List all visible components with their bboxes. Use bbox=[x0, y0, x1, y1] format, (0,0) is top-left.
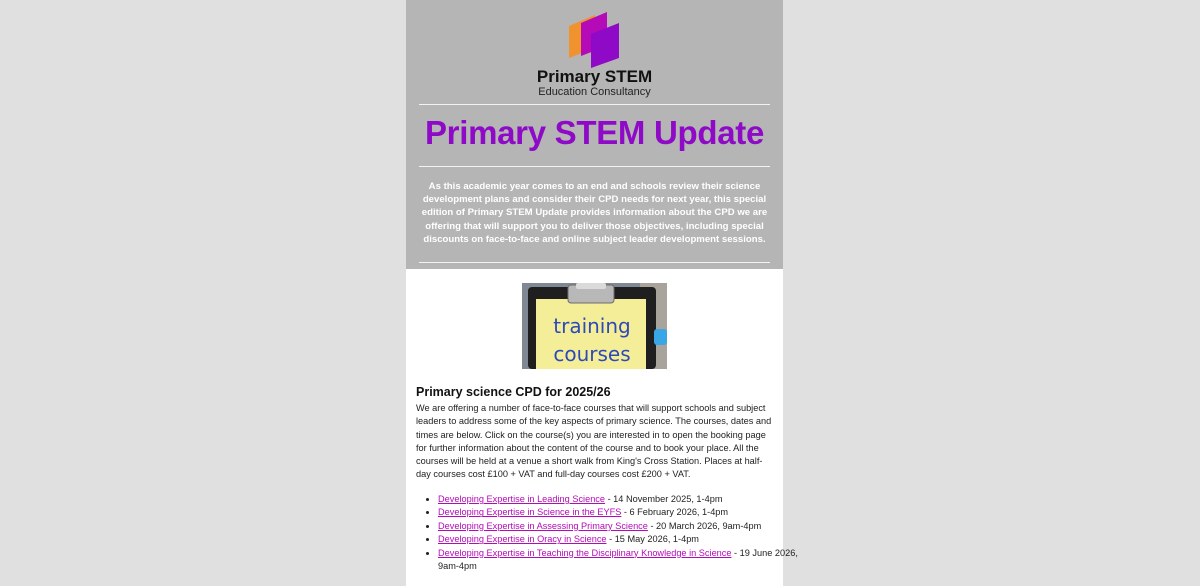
divider bbox=[419, 166, 770, 167]
hero-image bbox=[522, 283, 667, 369]
hero-text-training: training bbox=[553, 314, 631, 338]
course-link[interactable]: Developing Expertise in Oracy in Science bbox=[438, 534, 607, 545]
course-link[interactable]: Developing Expertise in Teaching the Disciplinary Knowledge in Science bbox=[438, 547, 732, 558]
divider bbox=[419, 104, 770, 105]
list-item bbox=[438, 533, 798, 546]
course-link[interactable]: Developing Expertise in Assessing Primary Science bbox=[438, 520, 648, 531]
course-details: - 6 February 2026, 1-4pm bbox=[621, 507, 729, 518]
brand-subtitle: Education Consultancy bbox=[538, 86, 651, 98]
divider bbox=[419, 262, 770, 263]
list-item bbox=[438, 506, 798, 519]
email-container bbox=[406, 0, 798, 586]
course-details: - 20 March 2026, 9am-4pm bbox=[647, 520, 762, 531]
list-item bbox=[438, 493, 798, 506]
section-paragraph: We are offering a number of face-to-face courses that will support schools and subject leaders to address some of the key aspects of primary science. The courses, dates and times are below. Click on the course(s) you are interested in to open the booking page for further information about the content of the course and to book your place. All the courses will be held at a venue a short walk from King's Cross Station. Places at half-day courses cost £100 + VAT and full-day courses cost £200 + VAT. bbox=[416, 403, 772, 480]
course-list bbox=[416, 493, 798, 573]
email-body bbox=[406, 269, 798, 586]
section-title: Primary science CPD for 2025/26 bbox=[416, 385, 611, 399]
course-link[interactable]: Developing Expertise in Leading Science bbox=[438, 494, 606, 504]
course-details: - 19 June 2026, 9am-4pm bbox=[438, 547, 798, 572]
list-item bbox=[438, 547, 798, 574]
course-link[interactable]: Developing Expertise in Science in the EYFS bbox=[438, 507, 622, 518]
intro-text: As this academic year comes to an end and schools review their science development plans and consider their CPD needs for next year, this special edition of Primary STEM Update provides information about the CPD we are offering that will support you to deliver those objectives, including special discounts on face-to-face and online subject leader development sessions. bbox=[421, 181, 768, 245]
hero-text-courses: courses bbox=[553, 342, 631, 366]
page-title: Primary STEM Update bbox=[424, 114, 765, 151]
list-item bbox=[438, 520, 798, 533]
brand-name: Primary STEM bbox=[536, 67, 653, 86]
course-details: - 14 November 2025, 1-4pm bbox=[605, 494, 723, 504]
clipboard-image bbox=[522, 283, 667, 369]
email-header bbox=[406, 0, 783, 269]
course-details: - 15 May 2026, 1-4pm bbox=[606, 534, 699, 545]
logo-icon bbox=[569, 12, 621, 70]
